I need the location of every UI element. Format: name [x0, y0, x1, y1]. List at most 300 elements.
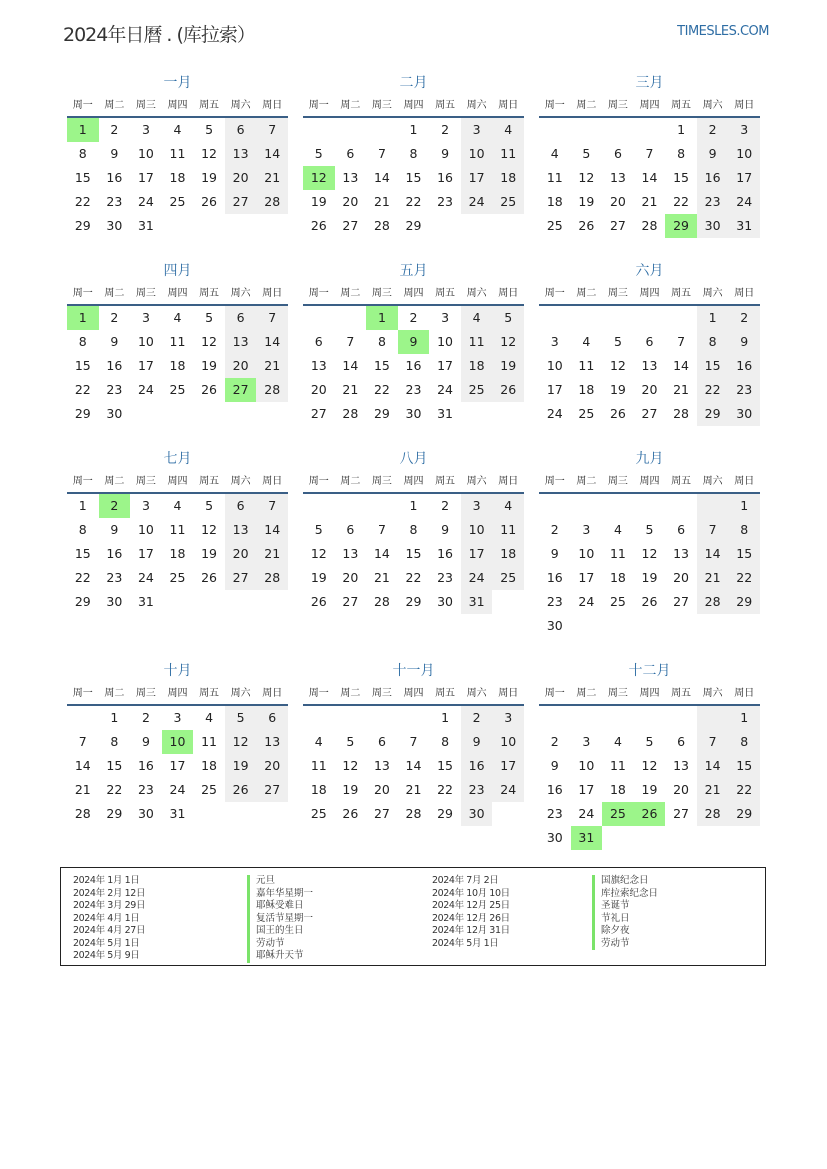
- day-cell[interactable]: 7: [409, 734, 418, 749]
- day-cell[interactable]: 10: [492, 730, 524, 754]
- day-cell[interactable]: 31: [137, 594, 154, 609]
- day-cell[interactable]: 17: [578, 782, 595, 797]
- day-cell[interactable]: 18: [201, 758, 218, 773]
- day-cell[interactable]: 16: [106, 358, 123, 373]
- day-cell[interactable]: 14: [373, 170, 390, 185]
- day-cell[interactable]: 3: [492, 706, 524, 730]
- day-cell[interactable]: 11: [169, 146, 186, 161]
- day-cell[interactable]: 24: [137, 194, 154, 209]
- day-cell[interactable]: 8: [377, 334, 386, 349]
- day-cell[interactable]: 11: [201, 734, 218, 749]
- day-cell[interactable]: 24: [492, 778, 524, 802]
- day-cell[interactable]: 8: [728, 730, 760, 754]
- day-cell[interactable]: 19: [492, 354, 524, 378]
- day-cell[interactable]: 3: [141, 122, 150, 137]
- day-cell[interactable]: 6: [256, 706, 288, 730]
- day-cell[interactable]: 13: [641, 358, 658, 373]
- day-cell[interactable]: 30: [697, 214, 729, 238]
- day-cell[interactable]: 20: [373, 782, 390, 797]
- day-cell[interactable]: 13: [609, 170, 626, 185]
- day-cell[interactable]: 12: [310, 546, 327, 561]
- day-cell[interactable]: 7: [346, 334, 355, 349]
- day-cell[interactable]: 4: [173, 122, 182, 137]
- day-cell[interactable]: 28: [74, 806, 91, 821]
- day-cell[interactable]: 8: [78, 334, 87, 349]
- day-cell[interactable]: 12: [641, 758, 658, 773]
- day-cell[interactable]: 4: [492, 118, 524, 142]
- day-cell[interactable]: 19: [310, 570, 327, 585]
- day-cell[interactable]: 18: [492, 166, 524, 190]
- day-cell[interactable]: 7: [697, 730, 729, 754]
- day-cell[interactable]: 19: [641, 570, 658, 585]
- day-cell[interactable]: 23: [546, 806, 563, 821]
- day-cell[interactable]: 27: [342, 218, 359, 233]
- day-cell[interactable]: 28: [673, 406, 690, 421]
- day-cell[interactable]: 27: [225, 378, 257, 402]
- day-cell[interactable]: 26: [342, 806, 359, 821]
- day-cell[interactable]: 20: [641, 382, 658, 397]
- day-cell[interactable]: 12: [578, 170, 595, 185]
- day-cell[interactable]: 18: [609, 782, 626, 797]
- day-cell[interactable]: 18: [578, 382, 595, 397]
- day-cell[interactable]: 25: [546, 218, 563, 233]
- day-cell[interactable]: 12: [492, 330, 524, 354]
- day-cell[interactable]: 1: [728, 494, 760, 518]
- day-cell[interactable]: 9: [461, 730, 493, 754]
- day-cell[interactable]: 3: [141, 310, 150, 325]
- day-cell[interactable]: 15: [405, 546, 422, 561]
- day-cell[interactable]: 23: [437, 570, 454, 585]
- day-cell[interactable]: 2: [441, 498, 450, 513]
- day-cell[interactable]: 2: [99, 494, 131, 518]
- day-cell[interactable]: 16: [106, 546, 123, 561]
- day-cell[interactable]: 26: [201, 382, 218, 397]
- day-cell[interactable]: 13: [310, 358, 327, 373]
- day-cell[interactable]: 20: [342, 194, 359, 209]
- day-cell[interactable]: 23: [546, 594, 563, 609]
- day-cell[interactable]: 15: [673, 170, 690, 185]
- day-cell[interactable]: 24: [578, 806, 595, 821]
- day-cell[interactable]: 31: [169, 806, 186, 821]
- day-cell[interactable]: 8: [728, 518, 760, 542]
- day-cell[interactable]: 14: [342, 358, 359, 373]
- day-cell[interactable]: 14: [697, 542, 729, 566]
- day-cell[interactable]: 25: [609, 594, 626, 609]
- day-cell[interactable]: 11: [492, 518, 524, 542]
- day-cell[interactable]: 22: [405, 570, 422, 585]
- day-cell[interactable]: 9: [441, 146, 450, 161]
- day-cell[interactable]: 4: [613, 734, 622, 749]
- day-cell[interactable]: 4: [550, 146, 559, 161]
- day-cell[interactable]: 22: [106, 782, 123, 797]
- day-cell[interactable]: 22: [74, 382, 91, 397]
- day-cell[interactable]: 11: [310, 758, 327, 773]
- day-cell[interactable]: 15: [437, 758, 454, 773]
- day-cell[interactable]: 8: [409, 146, 418, 161]
- day-cell[interactable]: 20: [673, 570, 690, 585]
- day-cell[interactable]: 2: [110, 122, 119, 137]
- day-cell[interactable]: 29: [106, 806, 123, 821]
- day-cell[interactable]: 30: [728, 402, 760, 426]
- day-cell[interactable]: 23: [137, 782, 154, 797]
- day-cell[interactable]: 14: [256, 518, 288, 542]
- day-cell[interactable]: 13: [342, 546, 359, 561]
- day-cell[interactable]: 4: [613, 522, 622, 537]
- day-cell[interactable]: 31: [137, 218, 154, 233]
- day-cell[interactable]: 31: [437, 406, 454, 421]
- day-cell[interactable]: 27: [373, 806, 390, 821]
- day-cell[interactable]: 29: [405, 218, 422, 233]
- day-cell[interactable]: 24: [169, 782, 186, 797]
- day-cell[interactable]: 19: [342, 782, 359, 797]
- day-cell[interactable]: 3: [582, 734, 591, 749]
- day-cell[interactable]: 5: [205, 498, 214, 513]
- day-cell[interactable]: 8: [110, 734, 119, 749]
- day-cell[interactable]: 30: [461, 802, 493, 826]
- day-cell[interactable]: 16: [461, 754, 493, 778]
- day-cell[interactable]: 1: [409, 498, 418, 513]
- day-cell[interactable]: 5: [613, 334, 622, 349]
- day-cell[interactable]: 22: [437, 782, 454, 797]
- day-cell[interactable]: 7: [677, 334, 686, 349]
- day-cell[interactable]: 11: [578, 358, 595, 373]
- day-cell[interactable]: 18: [310, 782, 327, 797]
- day-cell[interactable]: 2: [141, 710, 150, 725]
- day-cell[interactable]: 24: [546, 406, 563, 421]
- day-cell[interactable]: 15: [728, 754, 760, 778]
- day-cell[interactable]: 3: [173, 710, 182, 725]
- day-cell[interactable]: 10: [437, 334, 454, 349]
- day-cell[interactable]: 17: [461, 166, 493, 190]
- day-cell[interactable]: 7: [645, 146, 654, 161]
- day-cell[interactable]: 14: [373, 546, 390, 561]
- day-cell[interactable]: 8: [409, 522, 418, 537]
- day-cell[interactable]: 15: [74, 358, 91, 373]
- day-cell[interactable]: 17: [492, 754, 524, 778]
- day-cell[interactable]: 30: [405, 406, 422, 421]
- day-cell[interactable]: 29: [74, 218, 91, 233]
- day-cell[interactable]: 14: [641, 170, 658, 185]
- day-cell[interactable]: 22: [728, 566, 760, 590]
- day-cell[interactable]: 25: [169, 570, 186, 585]
- day-cell[interactable]: 6: [225, 306, 257, 330]
- day-cell[interactable]: 19: [310, 194, 327, 209]
- day-cell[interactable]: 6: [346, 522, 355, 537]
- day-cell[interactable]: 18: [609, 570, 626, 585]
- day-cell[interactable]: 26: [578, 218, 595, 233]
- day-cell[interactable]: 26: [641, 594, 658, 609]
- day-cell[interactable]: 23: [106, 570, 123, 585]
- day-cell[interactable]: 28: [641, 218, 658, 233]
- day-cell[interactable]: 9: [441, 522, 450, 537]
- day-cell[interactable]: 21: [673, 382, 690, 397]
- day-cell[interactable]: 28: [373, 218, 390, 233]
- day-cell[interactable]: 25: [492, 566, 524, 590]
- day-cell[interactable]: 1: [110, 710, 119, 725]
- day-cell[interactable]: 17: [137, 358, 154, 373]
- day-cell[interactable]: 20: [342, 570, 359, 585]
- day-cell[interactable]: 23: [461, 778, 493, 802]
- day-cell[interactable]: 20: [225, 166, 257, 190]
- day-cell[interactable]: 26: [201, 570, 218, 585]
- day-cell[interactable]: 7: [256, 306, 288, 330]
- day-cell[interactable]: 24: [578, 594, 595, 609]
- day-cell[interactable]: 8: [441, 734, 450, 749]
- day-cell[interactable]: 21: [74, 782, 91, 797]
- day-cell[interactable]: 21: [697, 566, 729, 590]
- day-cell[interactable]: 1: [728, 706, 760, 730]
- day-cell[interactable]: 22: [697, 378, 729, 402]
- day-cell[interactable]: 8: [78, 146, 87, 161]
- day-cell[interactable]: 14: [74, 758, 91, 773]
- day-cell[interactable]: 19: [201, 546, 218, 561]
- day-cell[interactable]: 30: [137, 806, 154, 821]
- day-cell[interactable]: 5: [314, 146, 323, 161]
- day-cell[interactable]: 6: [314, 334, 323, 349]
- day-cell[interactable]: 22: [74, 194, 91, 209]
- day-cell[interactable]: 8: [677, 146, 686, 161]
- day-cell[interactable]: 1: [409, 122, 418, 137]
- day-cell[interactable]: 19: [578, 194, 595, 209]
- day-cell[interactable]: 12: [303, 166, 335, 190]
- day-cell[interactable]: 18: [492, 542, 524, 566]
- day-cell[interactable]: 13: [256, 730, 288, 754]
- day-cell[interactable]: 28: [256, 190, 288, 214]
- day-cell[interactable]: 25: [602, 802, 634, 826]
- day-cell[interactable]: 16: [405, 358, 422, 373]
- day-cell[interactable]: 13: [673, 758, 690, 773]
- day-cell[interactable]: 6: [677, 734, 686, 749]
- day-cell[interactable]: 15: [373, 358, 390, 373]
- day-cell[interactable]: 7: [256, 494, 288, 518]
- day-cell[interactable]: 6: [377, 734, 386, 749]
- day-cell[interactable]: 1: [441, 710, 450, 725]
- day-cell[interactable]: 17: [461, 542, 493, 566]
- day-cell[interactable]: 2: [441, 122, 450, 137]
- day-cell[interactable]: 13: [225, 142, 257, 166]
- day-cell[interactable]: 28: [405, 806, 422, 821]
- day-cell[interactable]: 28: [342, 406, 359, 421]
- day-cell[interactable]: 4: [173, 498, 182, 513]
- day-cell[interactable]: 2: [110, 310, 119, 325]
- day-cell[interactable]: 18: [546, 194, 563, 209]
- day-cell[interactable]: 29: [437, 806, 454, 821]
- day-cell[interactable]: 29: [665, 214, 697, 238]
- day-cell[interactable]: 26: [310, 594, 327, 609]
- day-cell[interactable]: 27: [310, 406, 327, 421]
- day-cell[interactable]: 1: [697, 306, 729, 330]
- day-cell[interactable]: 26: [492, 378, 524, 402]
- day-cell[interactable]: 13: [225, 518, 257, 542]
- day-cell[interactable]: 20: [310, 382, 327, 397]
- day-cell[interactable]: 27: [342, 594, 359, 609]
- day-cell[interactable]: 1: [366, 306, 398, 330]
- day-cell[interactable]: 6: [645, 334, 654, 349]
- day-cell[interactable]: 29: [728, 802, 760, 826]
- day-cell[interactable]: 11: [492, 142, 524, 166]
- day-cell[interactable]: 11: [609, 546, 626, 561]
- day-cell[interactable]: 9: [110, 146, 119, 161]
- day-cell[interactable]: 12: [201, 522, 218, 537]
- day-cell[interactable]: 21: [256, 354, 288, 378]
- day-cell[interactable]: 27: [225, 190, 257, 214]
- day-cell[interactable]: 14: [256, 142, 288, 166]
- day-cell[interactable]: 4: [314, 734, 323, 749]
- day-cell[interactable]: 1: [67, 118, 99, 142]
- day-cell[interactable]: 5: [582, 146, 591, 161]
- day-cell[interactable]: 6: [225, 118, 257, 142]
- day-cell[interactable]: 5: [346, 734, 355, 749]
- day-cell[interactable]: 10: [137, 522, 154, 537]
- day-cell[interactable]: 5: [645, 522, 654, 537]
- day-cell[interactable]: 25: [461, 378, 493, 402]
- day-cell[interactable]: 28: [373, 594, 390, 609]
- day-cell[interactable]: 3: [582, 522, 591, 537]
- day-cell[interactable]: 19: [641, 782, 658, 797]
- day-cell[interactable]: 10: [461, 518, 493, 542]
- day-cell[interactable]: 16: [437, 546, 454, 561]
- day-cell[interactable]: 11: [461, 330, 493, 354]
- day-cell[interactable]: 29: [697, 402, 729, 426]
- day-cell[interactable]: 9: [141, 734, 150, 749]
- day-cell[interactable]: 9: [697, 142, 729, 166]
- day-cell[interactable]: 29: [373, 406, 390, 421]
- day-cell[interactable]: 27: [641, 406, 658, 421]
- day-cell[interactable]: 25: [578, 406, 595, 421]
- day-cell[interactable]: 9: [728, 330, 760, 354]
- day-cell[interactable]: 25: [310, 806, 327, 821]
- day-cell[interactable]: 30: [546, 830, 563, 845]
- day-cell[interactable]: 18: [461, 354, 493, 378]
- day-cell[interactable]: 5: [492, 306, 524, 330]
- day-cell[interactable]: 14: [256, 330, 288, 354]
- day-cell[interactable]: 12: [201, 334, 218, 349]
- day-cell[interactable]: 24: [137, 570, 154, 585]
- day-cell[interactable]: 21: [256, 542, 288, 566]
- day-cell[interactable]: 16: [697, 166, 729, 190]
- day-cell[interactable]: 25: [169, 382, 186, 397]
- day-cell[interactable]: 19: [609, 382, 626, 397]
- day-cell[interactable]: 10: [578, 758, 595, 773]
- day-cell[interactable]: 3: [550, 334, 559, 349]
- day-cell[interactable]: 6: [613, 146, 622, 161]
- day-cell[interactable]: 17: [578, 570, 595, 585]
- day-cell[interactable]: 28: [256, 378, 288, 402]
- day-cell[interactable]: 23: [106, 382, 123, 397]
- day-cell[interactable]: 30: [106, 406, 123, 421]
- day-cell[interactable]: 8: [697, 330, 729, 354]
- day-cell[interactable]: 17: [728, 166, 760, 190]
- day-cell[interactable]: 16: [437, 170, 454, 185]
- day-cell[interactable]: 2: [409, 310, 418, 325]
- day-cell[interactable]: 10: [162, 730, 194, 754]
- day-cell[interactable]: 24: [461, 190, 493, 214]
- day-cell[interactable]: 17: [437, 358, 454, 373]
- day-cell[interactable]: 24: [728, 190, 760, 214]
- day-cell[interactable]: 10: [137, 334, 154, 349]
- day-cell[interactable]: 16: [546, 570, 563, 585]
- day-cell[interactable]: 29: [728, 590, 760, 614]
- day-cell[interactable]: 18: [169, 170, 186, 185]
- day-cell[interactable]: 5: [205, 310, 214, 325]
- day-cell[interactable]: 28: [697, 802, 729, 826]
- day-cell[interactable]: 4: [492, 494, 524, 518]
- day-cell[interactable]: 2: [728, 306, 760, 330]
- day-cell[interactable]: 6: [225, 494, 257, 518]
- day-cell[interactable]: 2: [550, 522, 559, 537]
- day-cell[interactable]: 19: [201, 170, 218, 185]
- day-cell[interactable]: 10: [461, 142, 493, 166]
- day-cell[interactable]: 28: [256, 566, 288, 590]
- day-cell[interactable]: 20: [225, 354, 257, 378]
- day-cell[interactable]: 21: [405, 782, 422, 797]
- day-cell[interactable]: 9: [110, 334, 119, 349]
- day-cell[interactable]: 15: [728, 542, 760, 566]
- day-cell[interactable]: 20: [256, 754, 288, 778]
- day-cell[interactable]: 24: [437, 382, 454, 397]
- day-cell[interactable]: 16: [546, 782, 563, 797]
- day-cell[interactable]: 5: [645, 734, 654, 749]
- day-cell[interactable]: 13: [373, 758, 390, 773]
- day-cell[interactable]: 29: [74, 594, 91, 609]
- day-cell[interactable]: 13: [342, 170, 359, 185]
- day-cell[interactable]: 7: [697, 518, 729, 542]
- day-cell[interactable]: 5: [205, 122, 214, 137]
- day-cell[interactable]: 25: [169, 194, 186, 209]
- day-cell[interactable]: 26: [609, 406, 626, 421]
- day-cell[interactable]: 4: [461, 306, 493, 330]
- day-cell[interactable]: 12: [201, 146, 218, 161]
- day-cell[interactable]: 20: [225, 542, 257, 566]
- day-cell[interactable]: 24: [461, 566, 493, 590]
- day-cell[interactable]: 11: [169, 522, 186, 537]
- day-cell[interactable]: 25: [492, 190, 524, 214]
- day-cell[interactable]: 26: [634, 802, 666, 826]
- day-cell[interactable]: 29: [74, 406, 91, 421]
- day-cell[interactable]: 21: [697, 778, 729, 802]
- day-cell[interactable]: 22: [673, 194, 690, 209]
- day-cell[interactable]: 4: [205, 710, 214, 725]
- day-cell[interactable]: 3: [441, 310, 450, 325]
- day-cell[interactable]: 13: [673, 546, 690, 561]
- day-cell[interactable]: 4: [582, 334, 591, 349]
- day-cell[interactable]: 31: [728, 214, 760, 238]
- day-cell[interactable]: 14: [697, 754, 729, 778]
- day-cell[interactable]: 12: [609, 358, 626, 373]
- day-cell[interactable]: 17: [169, 758, 186, 773]
- day-cell[interactable]: 22: [74, 570, 91, 585]
- day-cell[interactable]: 12: [225, 730, 257, 754]
- day-cell[interactable]: 21: [641, 194, 658, 209]
- day-cell[interactable]: 27: [673, 806, 690, 821]
- day-cell[interactable]: 30: [437, 594, 454, 609]
- day-cell[interactable]: 9: [550, 758, 559, 773]
- day-cell[interactable]: 18: [169, 546, 186, 561]
- day-cell[interactable]: 7: [256, 118, 288, 142]
- day-cell[interactable]: 31: [571, 826, 603, 850]
- day-cell[interactable]: 9: [398, 330, 430, 354]
- day-cell[interactable]: 30: [106, 594, 123, 609]
- day-cell[interactable]: 7: [377, 146, 386, 161]
- day-cell[interactable]: 15: [74, 546, 91, 561]
- site-link[interactable]: TIMESLES.COM: [677, 24, 769, 39]
- day-cell[interactable]: 19: [201, 358, 218, 373]
- day-cell[interactable]: 3: [461, 118, 493, 142]
- day-cell[interactable]: 3: [728, 118, 760, 142]
- day-cell[interactable]: 7: [377, 522, 386, 537]
- day-cell[interactable]: 19: [225, 754, 257, 778]
- day-cell[interactable]: 22: [373, 382, 390, 397]
